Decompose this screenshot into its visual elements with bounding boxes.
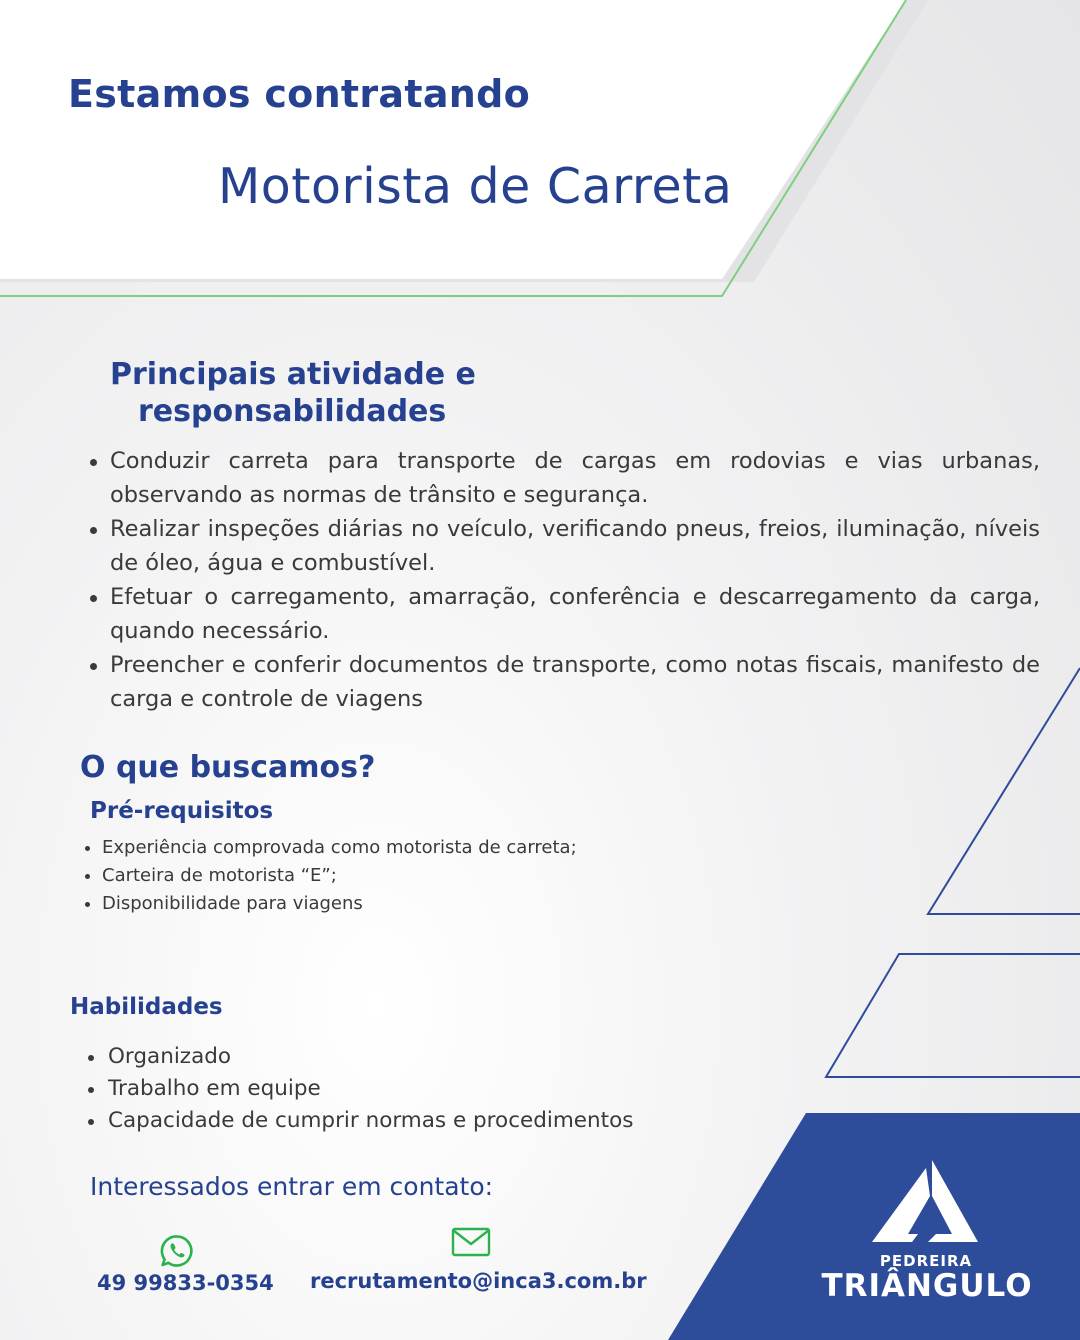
contact-title: Interessados entrar em contato: <box>90 1172 494 1201</box>
list-item: Organizado <box>108 1041 633 1073</box>
logo-text-triangulo: TRIÂNGULO <box>821 1268 1033 1304</box>
job-title: Motorista de Carreta <box>218 158 733 215</box>
triangle-logo-icon <box>868 1158 982 1244</box>
mail-icon[interactable] <box>451 1227 491 1257</box>
skills-list <box>108 1041 633 1137</box>
list-item: Carteira de motorista “E”; <box>102 862 577 890</box>
responsibilities-title <box>110 356 510 430</box>
list-item: Capacidade de cumprir normas e procedimentos <box>108 1105 633 1137</box>
prerequisites-title: Pré-requisitos <box>90 798 274 824</box>
phone-number[interactable]: 49 99833-0354 <box>97 1271 274 1295</box>
list-item: Conduzir carreta para transporte de cargas em rodovias e vias urbanas, observando as normas de trânsito e segurança. <box>110 444 1040 512</box>
hiring-headline: Estamos contratando <box>68 72 531 116</box>
skills-title: Habilidades <box>70 994 223 1020</box>
responsibilities-list <box>110 444 1040 716</box>
responsibilities-title-line2: responsabilidades <box>138 394 447 429</box>
list-item: Preencher e conferir documentos de transporte, como notas fiscais, manifesto de carga e controle de viagens <box>110 648 1040 716</box>
prerequisites-list <box>102 834 577 918</box>
whatsapp-icon[interactable] <box>160 1234 194 1268</box>
email-address[interactable]: recrutamento@inca3.com.br <box>310 1269 647 1293</box>
logo-text-pedreira: PEDREIRA <box>879 1252 973 1270</box>
list-item: Disponibilidade para viagens <box>102 890 577 918</box>
outline-trapezoid-lower <box>826 954 1080 1077</box>
list-item: Experiência comprovada como motorista de carreta; <box>102 834 577 862</box>
list-item: Trabalho em equipe <box>108 1073 633 1105</box>
list-item: Realizar inspeções diárias no veículo, verificando pneus, freios, iluminação, níveis de óleo, água e combustível. <box>110 512 1040 580</box>
seeking-title: O que buscamos? <box>80 750 376 785</box>
list-item: Efetuar o carregamento, amarração, conferência e descarregamento da carga, quando necessário. <box>110 580 1040 648</box>
responsibilities-title-line1: Principais atividade e <box>110 357 476 392</box>
